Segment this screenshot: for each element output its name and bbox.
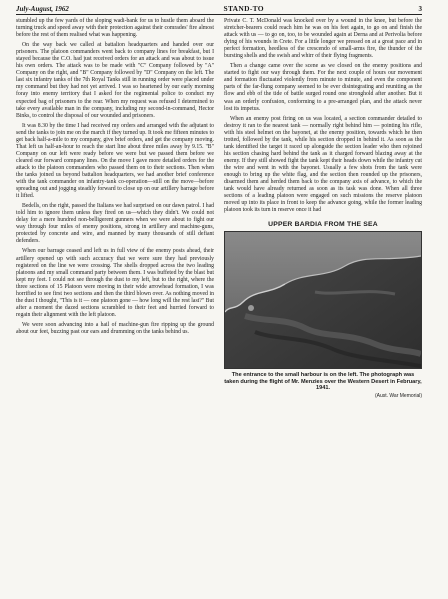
photo-credit: (Aust. War Memorial) bbox=[374, 393, 422, 400]
paragraph: On the way back we called at battalion headquarters and handed over our prisoners. The platoon commanders went back to company lines for breakfast, but I stayed because the C.O. had just received orders for an attack and was about to issue his own orders. The attack was to be made with "C" Company followed by "A" Company on the right, and "B" Company followed by "D" Company on the left. The last six infantry tanks of the 7th Royal Tanks still in running order were placed under my command but they had not yet arrived. I was so heartened by our early morning foray into enemy territory that I asked for the regimental police to conduct my expected bag of prisoners to the rear. When my request was refused I determined to take every available man in the company, including my second-in-command, Hector Binks, to control the disposal of our wounded and prisoners. bbox=[16, 42, 214, 119]
aerial-photo-image bbox=[225, 232, 421, 368]
paragraph: We were soon advancing into a hail of machine-gun fire ripping up the ground about our feet, buzzing past our ears and drumming on the tanks behind us. bbox=[16, 321, 214, 335]
left-column bbox=[16, 18, 214, 399]
photo-title: UPPER BARDIA FROM THE SEA bbox=[268, 221, 378, 229]
photo-caption: The entrance to the small harbour is on the left. The photograph was taken during the flight of Mr. Menzies over the Western Desert in February, 1941. bbox=[224, 372, 422, 392]
paragraph: When our barrage ceased and left us in full view of the enemy posts ahead, their artillery opened up with such accuracy that we were sure they had previously registered on the line we were crossing. The shells dropped across the two leading platoons and my small command party between them. I was buffeted by the blast but kept my feet. I could not see through the dust to my left, but to the right, where the three sections of 15 Platoon were moving in their wide arrowhead formation, I was horrified to see first two sections and then the third blown over. As nothing moved in the dust I thought, "This is it — one platoon gone — how long will the rest last?" But after a moment the dazed sections scrambled to their feet and hurried forward to regain their alignment with the left platoon. bbox=[16, 248, 214, 318]
paragraph: Private C. T. McDonald was knocked over by a wound in the knee, but before the stretcher-bearers could reach him he was on his feet again, to go on and finish the attack with us — to go on, too, to be wounded again at Derna and at Perivolia before dying of his wounds in Crete. For a little longer we pressed on at a great pace and in perfect formation, heedless of the crescendo of small-arms fire, the thunder of the bursting shells and the swish and whirr of their flying fragments. bbox=[224, 18, 422, 60]
aerial-photo bbox=[224, 231, 422, 369]
publication-title: STAND-TO bbox=[223, 4, 264, 13]
page-header bbox=[16, 4, 422, 15]
paragraph: Then a change came over the scene as we closed on the enemy positions and started to fight our way through them. For the next couple of hours our movement and formation fluctuated violently from minute to minute, and even the component parts of the far-flung company seemed to be ever disintegrating and reuniting as the flow and ebb of the tide of battle surged round one stronghold after another. But it was an orderly confusion, conforming to a pre-arranged plan, and the attack never lost its impetus. bbox=[224, 63, 422, 112]
issue-date: July-August, 1962 bbox=[16, 5, 69, 13]
article-columns bbox=[16, 18, 422, 399]
paragraph: When an enemy post firing on us was located, a section commander detailed to destroy it ran to the nearest tank — normally right behind him — pointing his rifle, with his steel helmet on the bayonet, at the enemy position, towards which he then trotted, followed by the tank, while his section dropped in behind it. As soon as the tank identified the target it raced up alongside the section leader who then rejoined his section chasing hard behind the tank as it charged forward blazing away at the enemy. If they still showed fight the tank kept their heads down while the infantry cut the wire and went in with the bayonet. Usually a few shots from the tank were enough to bring up the white flag, and the section then rounded up the prisoners, disarmed them and herded them back to the company axis of advance, to which the tank would have already returned as soon as its task was done. When all three sections of a leading platoon were engaged on such missions the reserve platoon moved up into its place in front to keep the advance going, while the former leading platoon took its turn in reserve once it had bbox=[224, 115, 422, 214]
right-column bbox=[224, 18, 422, 399]
paragraph: It was 8.30 by the time I had received my orders and arranged with the adjutant to send the tanks to join me on the march if they turned up. It took me fifteen minutes to get back half-a-mile to my company, give brief orders, and get the company moving. That left us half-an-hour to reach the start line about three miles away by 9.15. "B" Company on our left were ready before we were but we passed them before we cleared our forward company lines. On the move I gave more detailed orders for the attack to the platoon commanders who passed them on to their sections. Then when the tanks joined us beyond battalion headquarters, we had another brief conference with the tank commander on infantry-tank co-operation—still on the move—before spreading out and jogging steadily forward to close up on our artillery barrage before it lifted. bbox=[16, 122, 214, 200]
page-number: 3 bbox=[418, 5, 422, 13]
paragraph: Bedells, on the right, passed the Italians we had surprised on our dawn patrol. I had told him to ignore them unless they fired on us—which they didn't. We could not delay for a mere hundred non-belligerent gunners when we were about to fight our way through four miles of enemy positions, strong in artillery and machine-guns, protected by concrete and wire, and manned by many thousands of still defiant defenders. bbox=[16, 203, 214, 245]
paragraph: stumbled up the few yards of the sloping wadi-bank for us to hustle them aboard the turning truck and speed away with their protection against their comrades' fire almost before the rest of them realised what was happening. bbox=[16, 18, 214, 39]
